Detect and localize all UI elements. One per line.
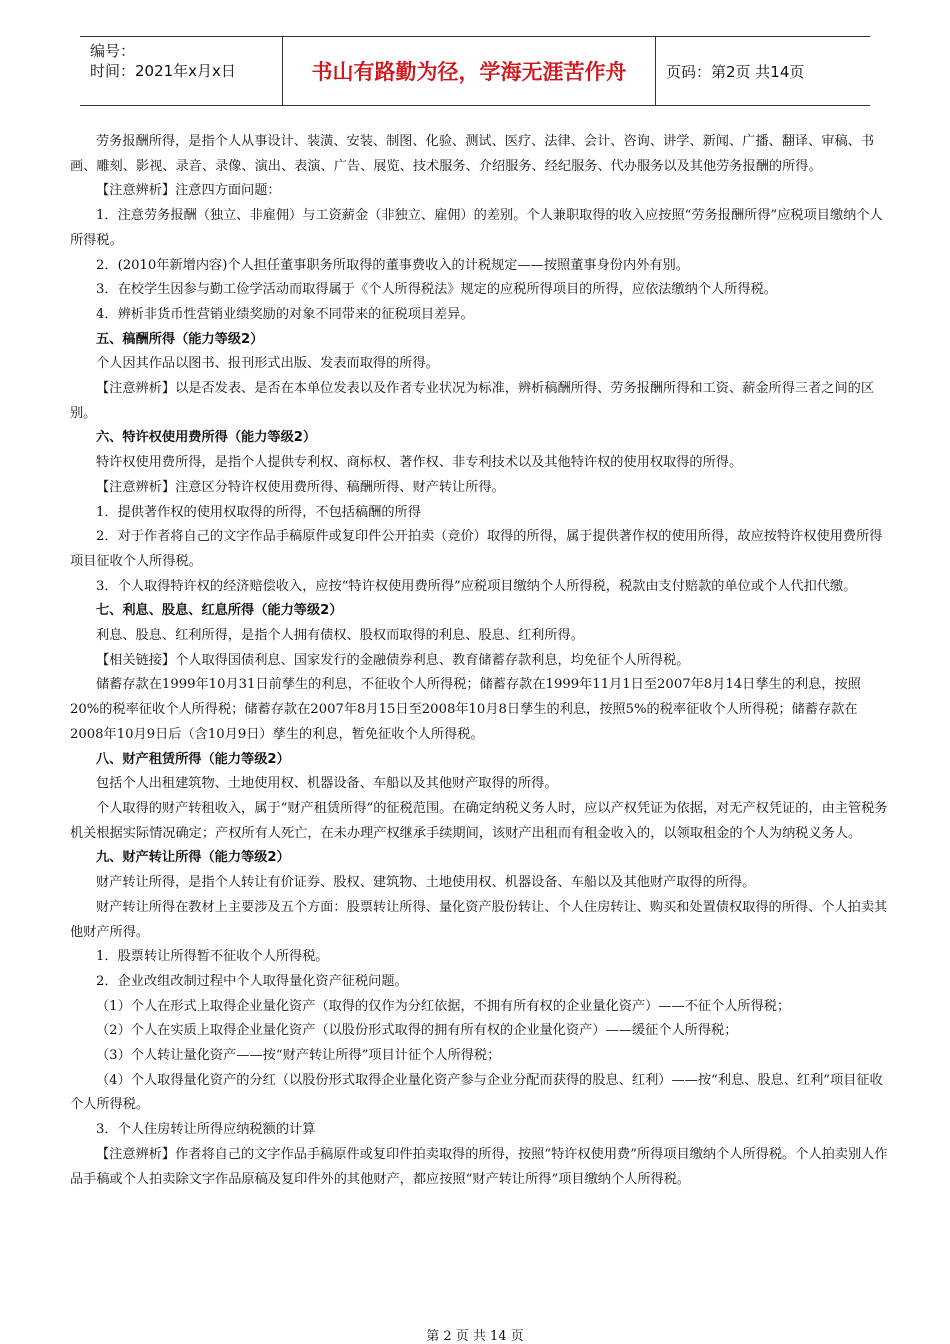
body-paragraph: 个人因其作品以图书、报刊形式出版、发表而取得的所得。 [96, 356, 439, 372]
body-paragraph: 特许权使用费所得，是指个人提供专利权、商标权、著作权、非专利技术以及其他特许权的使用权取得的所得。 [96, 455, 743, 471]
body-paragraph: （2）个人在实质上取得企业量化资产（以股份形式取得的拥有所有权的企业量化资产）——缓征个人所得税； [96, 1023, 738, 1039]
body-paragraph: 【注意辨析】作者将自己的文字作品手稿原件或复印件拍卖取得的所得，按照“特许权使用费”所得项目缴纳个人所得税。个人拍卖别人作品手稿或个人拍卖除文字作品原稿及复印件外的其他财产，都应按照“财产转让所得”项目缴纳个人所得税。 [70, 1146, 888, 1187]
body-paragraph: 财产转让所得在教材上主要涉及五个方面：股票转让所得、量化资产股份转让、个人住房转让、购买和处置债权取得的所得、个人拍卖其他财产所得。 [70, 899, 888, 940]
body-paragraph: （4）个人取得量化资产的分红（以股份形式取得企业量化资产参与企业分配而获得的股息、红利）——按“利息、股息、红利”项目征收个人所得税。 [70, 1072, 883, 1113]
body-paragraph: 【注意辨析】注意四方面问题： [96, 183, 281, 199]
body-paragraph: 3．在校学生因参与勤工俭学活动而取得属于《个人所得税法》规定的应税所得项目的所得，应依法缴纳个人所得税。 [96, 282, 777, 298]
section-heading: 六、特许权使用费所得（能力等级2） [96, 430, 317, 446]
body-paragraph: 【相关链接】个人取得国债利息、国家发行的金融债券利息、教育储蓄存款利息，均免征个人所得税。 [96, 652, 690, 668]
body-paragraph: 1．注意劳务报酬（独立、非雇佣）与工资薪金（非独立、雇佣）的差别。个人兼职取得的收入应按照“劳务报酬所得”应税项目缴纳个人所得税。 [70, 208, 883, 248]
header-meta [80, 37, 282, 105]
body-paragraph: 3．个人住房转让所得应纳税额的计算 [96, 1122, 316, 1138]
body-paragraph: 2．对于作者将自己的文字作品手稿原件或复印件公开拍卖（竞价）取得的所得，属于提供著作权的使用所得，故应按特许权使用费所得项目征收个人所得税。 [70, 529, 883, 569]
body-paragraph: 劳务报酬所得，是指个人从事设计、装潢、安装、制图、化验、测试、医疗、法律、会计、咨询、讲学、新闻、广播、翻译、审稿、书画、雕刻、影视、录音、录像、演出、表演、广告、展览、技术服务、介绍服务、经纪服务、代办服务以及其他劳务报酬的所得。 [70, 134, 875, 174]
page-footer: 第 2 页 共 14 页 [426, 1329, 524, 1344]
body-paragraph: 包括个人出租建筑物、土地使用权、机器设备、车船以及其他财产取得的所得。 [96, 776, 558, 792]
body-paragraph: 储蓄存款在1999年10月31日前孳生的利息，不征收个人所得税；储蓄存款在1999年11月1日至2007年8月14日孳生的利息，按照20%的税率征收个人所得税；储蓄存款在2007年8月15日至2008年10月8日孳生的利息，按照5%的税率征收个人所得税；储蓄存款在2008年10月9日后（含10月9日）孳生的利息，暂免征收个人所得税。 [70, 677, 861, 742]
body-paragraph: 【注意辨析】注意区分特许权使用费所得、稿酬所得、财产转让所得。 [96, 479, 505, 495]
body-paragraph: 3．个人取得特许权的经济赔偿收入，应按“特许权使用费所得”应税项目缴纳个人所得税，税款由支付赔款的单位或个人代扣代缴。 [96, 578, 857, 594]
page-header [80, 36, 870, 106]
body-paragraph: 1．股票转让所得暂不征收个人所得税。 [96, 949, 329, 965]
body-paragraph: 2．企业改组改制过程中个人取得量化资产征税问题。 [96, 973, 408, 989]
document-time: 时间：2021年x月x日 [90, 62, 236, 80]
section-heading: 七、利息、股息、红息所得（能力等级2） [96, 603, 343, 619]
section-heading: 五、稿酬所得（能力等级2） [96, 331, 264, 347]
body-paragraph: 4．辨析非货币性营销业绩奖励的对象不同带来的征税项目差异。 [96, 306, 474, 322]
header-page-info: 页码：第2页 共14页 [666, 62, 805, 81]
body-paragraph: （3）个人转让量化资产——按“财产转让所得”项目计征个人所得税； [96, 1048, 501, 1064]
body-paragraph: 【注意辨析】以是否发表、是否在本单位发表以及作者专业状况为标准，辨析稿酬所得、劳务报酬所得和工资、薪金所得三者之间的区别。 [70, 381, 875, 421]
body-paragraph: 财产转让所得，是指个人转让有价证券、股权、建筑物、土地使用权、机器设备、车船以及其他财产取得的所得。 [96, 875, 756, 891]
body-paragraph: 2．(2010年新增内容)个人担任董事职务所取得的董事费收入的计税规定——按照董事身份内外有别。 [96, 257, 689, 273]
header-motto: 书山有路勤为径，学海无涯苦作舟 [282, 37, 656, 105]
body-paragraph: 个人取得的财产转租收入，属于“财产租赁所得”的征税范围。在确定纳税义务人时，应以产权凭证为依据，对无产权凭证的，由主管税务机关根据实际情况确定；产权所有人死亡，在未办理产权继承手续期间，该财产出租而有租金收入的，以领取租金的个人为纳税义务人。 [70, 800, 888, 841]
document-number-label: 编号： [90, 42, 136, 60]
body-paragraph: 利息、股息、红利所得，是指个人拥有债权、股权而取得的利息、股息、红利所得。 [96, 628, 584, 644]
section-heading: 九、财产转让所得（能力等级2） [96, 850, 290, 866]
body-paragraph: 1．提供著作权的使用权取得的所得，不包括稿酬的所得 [96, 504, 421, 520]
body-paragraph: （1）个人在形式上取得企业量化资产（取得的仅作为分红依据，不拥有所有权的企业量化资产）——不征个人所得税； [96, 998, 791, 1014]
section-heading: 八、财产租赁所得（能力等级2） [96, 751, 290, 767]
document-body [70, 130, 890, 1192]
